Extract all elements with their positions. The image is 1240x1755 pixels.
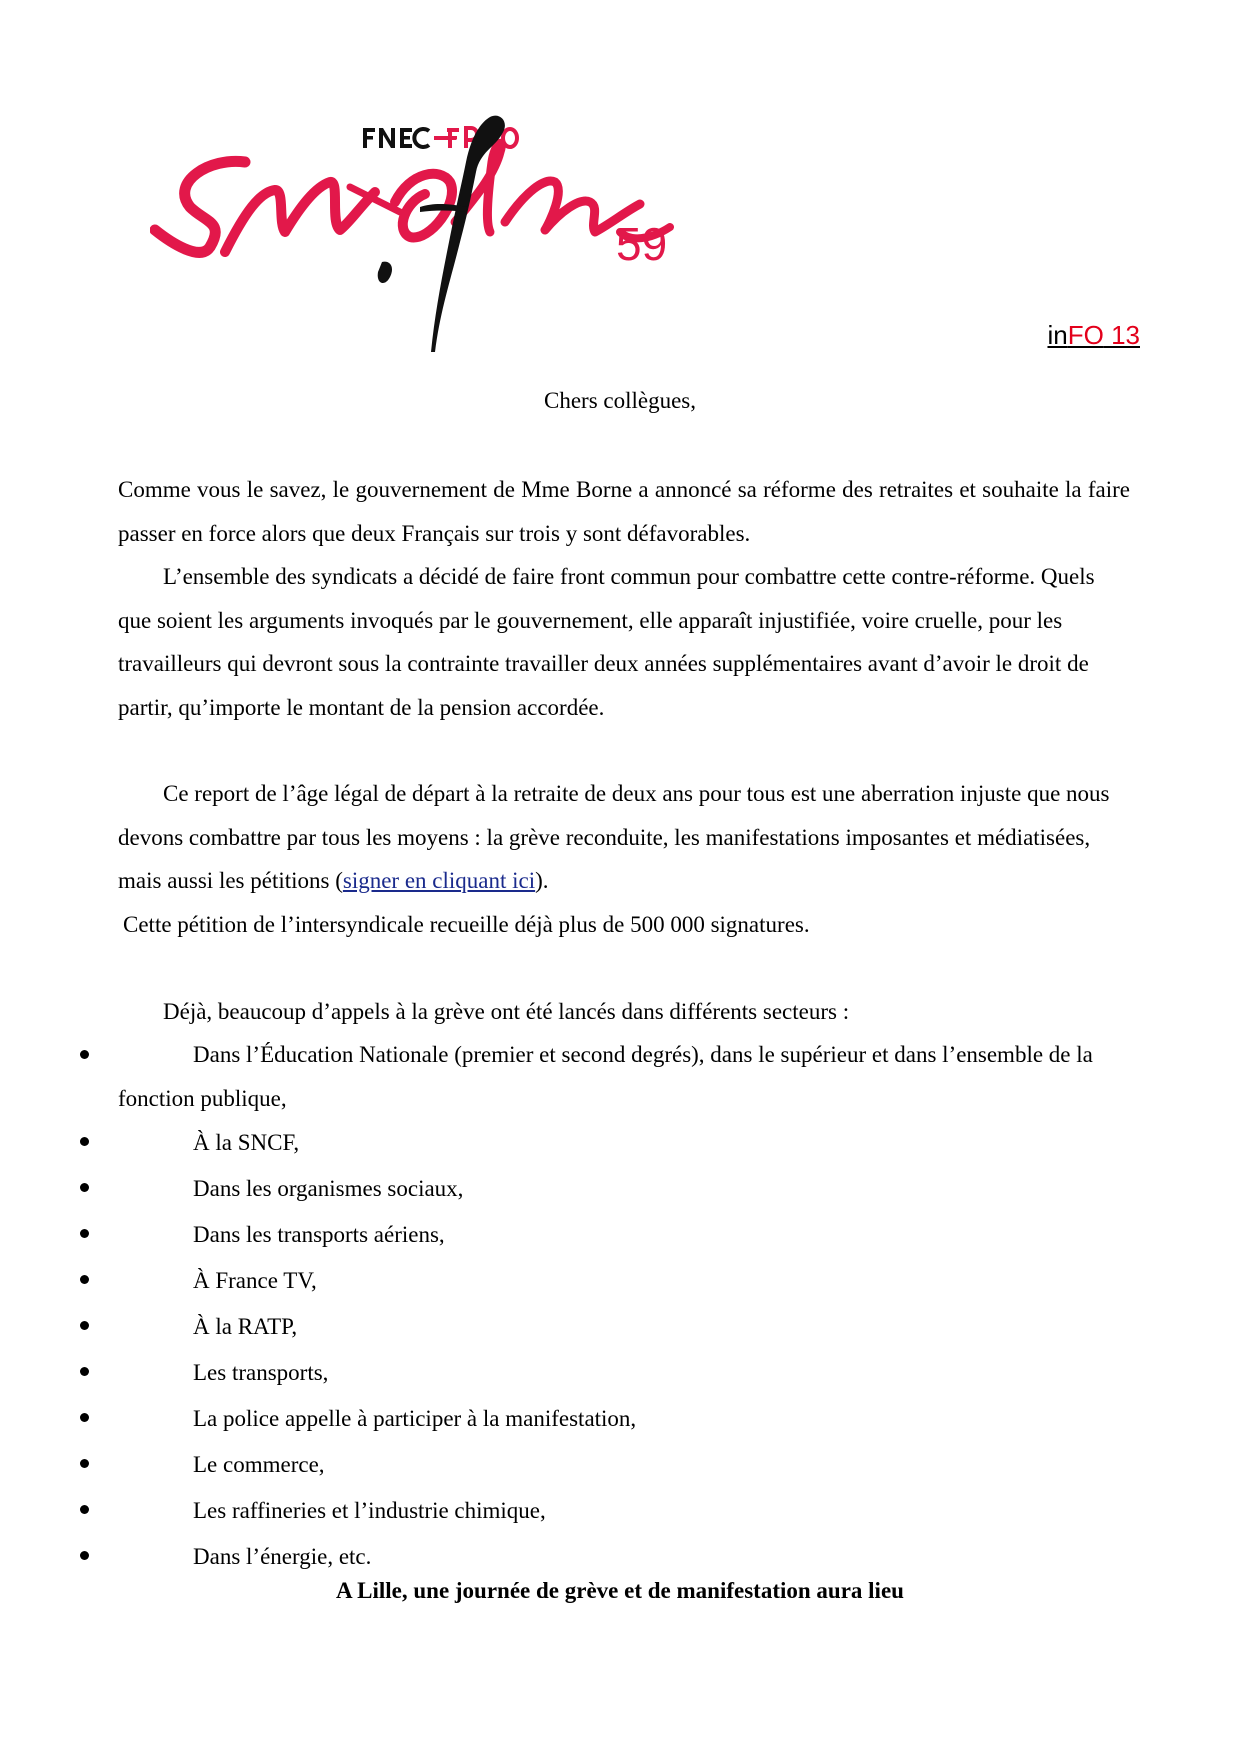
sector-text: Dans l’énergie, etc. [193,1544,372,1569]
sector-text: À la SNCF, [193,1130,300,1155]
bullet-icon [80,1367,89,1376]
bullet-icon [80,1229,89,1238]
list-item [0,1488,1240,1534]
snfolc-logo-graphic [150,112,770,372]
ref-fo: FO [1067,320,1104,350]
bullet-icon [80,1321,89,1330]
sector-text: À France TV, [193,1268,317,1293]
paragraph-petition-signatures: Cette pétition de l’intersyndicale recueille déjà plus de 500 000 signatures. [123,912,810,937]
sector-text: Dans les transports aériens, [193,1222,445,1247]
snfolc-logo [150,112,770,372]
sector-list [0,1033,1240,1580]
sector-text: Dans l’Éducation Nationale (premier et second degrés), dans le supérieur et dans l’ensemble de la fonction publique, [118,1042,1093,1111]
p3-text-after: ). [535,868,549,893]
logo-number: 59 [616,218,668,270]
list-item [0,1304,1240,1350]
list-item [0,1258,1240,1304]
list-item [0,1534,1240,1580]
greeting: Chers collègues, [543,388,696,413]
black-brush-stroke [378,116,505,352]
bullet-icon [80,1183,89,1192]
bullet-icon [80,1050,89,1059]
bullet-icon [80,1413,89,1422]
bullet-icon [80,1505,89,1514]
list-item [0,1166,1240,1212]
sector-text: À la RATP, [193,1314,298,1339]
list-item [0,1033,1240,1120]
paragraph-retirement-age [118,772,1130,903]
ref-number: 13 [1103,320,1140,350]
ref-prefix: in [1047,320,1068,350]
bullet-icon [80,1551,89,1560]
snfolc-script [155,143,670,252]
bullet-icon [80,1459,89,1468]
paragraph-reform-intro: Comme vous le savez, le gouvernement de Mme Borne a annoncé sa réforme des retraites et souhaite la faire passer en force alors que deux Français sur trois y sont défavorables. [118,477,1130,546]
sector-text: Les transports, [193,1360,329,1385]
sector-text: Les raffineries et l’industrie chimique, [193,1498,546,1523]
list-item [0,1442,1240,1488]
petition-link[interactable]: signer en cliquant ici [342,868,536,893]
sector-text: La police appelle à participer à la manifestation, [193,1406,637,1431]
paragraph-strike-calls: Déjà, beaucoup d’appels à la grève ont été lancés dans différents secteurs : [163,999,850,1024]
bulletin-reference [1010,320,1140,351]
sector-text: Dans les organismes sociaux, [193,1176,464,1201]
bullet-icon [80,1275,89,1284]
paragraph-unions-front: L’ensemble des syndicats a décidé de faire front commun pour combattre cette contre-réforme. Quels que soient les arguments invoqués par le gouvernement, elle apparaît injustifiée, voire cruelle, pour les travailleurs qui devront sous la contrainte travailler deux années supplémentaires avant d’avoir le droit de partir, qu’importe le montant de la pension accordée. [118,564,1095,720]
fnec-fp-fo-lettering [363,128,429,148]
list-item [0,1212,1240,1258]
closing-heading: A Lille, une journée de grève et de manifestation aura lieu [336,1578,904,1603]
bullet-icon [80,1137,89,1146]
list-item [0,1350,1240,1396]
list-item [0,1396,1240,1442]
list-item [0,1120,1240,1166]
p3-text-before: Ce report de l’âge légal de départ à la retraite de deux ans pour tous est une aberration injuste que nous devons combattre par tous les moyens : la grève reconduite, les manifestations imposantes et médiatisées, mais aussi les pétitions ( [118,781,1110,893]
sector-text: Le commerce, [193,1452,325,1477]
